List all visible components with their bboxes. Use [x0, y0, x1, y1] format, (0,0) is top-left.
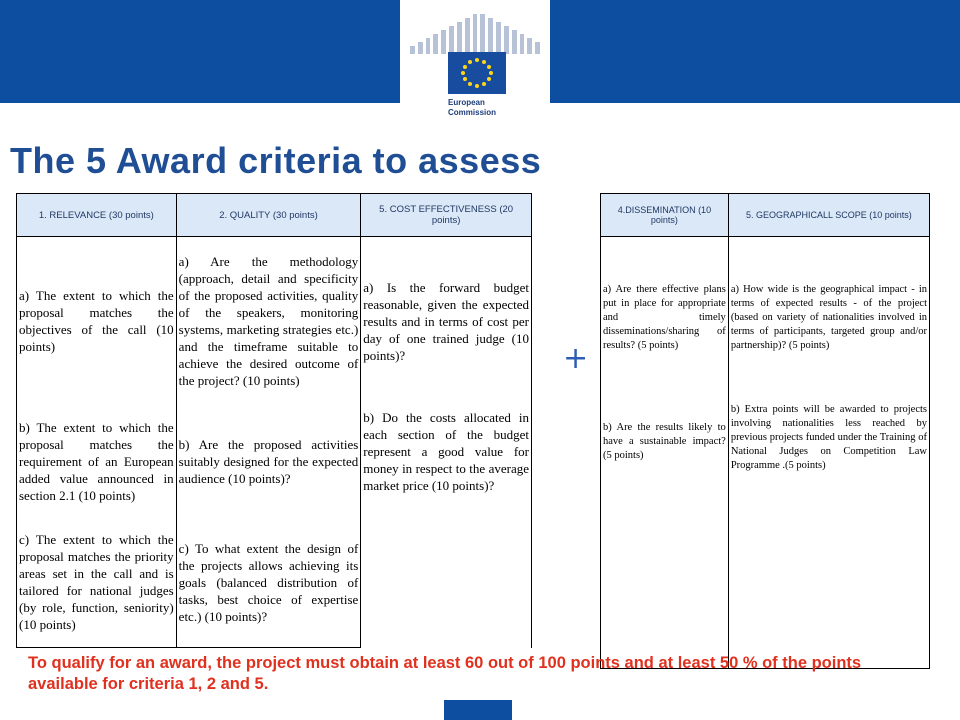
- header-quality: 2. QUALITY (30 points): [176, 194, 361, 237]
- quality-criterion-b: b) Are the proposed activities suitably designed for the expected audience (10 points)?: [176, 405, 361, 517]
- header-geographical-scope: 5. GEOGRAPHICALL SCOPE (10 points): [728, 194, 929, 237]
- european-commission-logo: [400, 0, 550, 136]
- logo-text: [448, 98, 496, 118]
- footer-tab: [444, 700, 512, 720]
- cost-criterion-b: b) Do the costs allocated in each section of the budget represent a good value for money in respect to the average market price (10 points)?: [361, 405, 532, 648]
- table-row: [17, 405, 532, 517]
- quality-criterion-c: c) To what extent the design of the projects allows achieving its goals (balanced distribution of tasks, best choice of expertise etc.) (10 points)?: [176, 517, 361, 648]
- eu-flag-icon: [448, 52, 506, 94]
- table-header-row: [17, 194, 532, 237]
- table-header-row: [601, 194, 930, 237]
- cost-criterion-a: a) Is the forward budget reasonable, given the expected results and in terms of cost per day of one trained judge (10 points)?: [361, 237, 532, 406]
- criteria-table-additional: [600, 193, 930, 669]
- header-relevance: 1. RELEVANCE (30 points): [17, 194, 177, 237]
- page-title: The 5 Award criteria to assess: [10, 140, 542, 181]
- table-row: [17, 237, 532, 406]
- logo-line-2: Commission: [448, 108, 497, 117]
- dissemination-criterion-a: a) Are there effective plans put in place for appropriate and timely disseminations/sharing of results? (5 points): [601, 237, 729, 400]
- criteria-table-main: [16, 193, 532, 648]
- header-cost-effectiveness: 5. COST EFFECTIVENESS (20 points): [361, 194, 532, 237]
- qualification-note: To qualify for an award, the project must obtain at least 60 out of 100 points and at least 50 % of the points available for criteria 1, 2 and 5.: [28, 654, 862, 693]
- table-row: [601, 237, 930, 400]
- logo-line-1: European: [448, 98, 485, 107]
- table-row: [601, 399, 930, 669]
- header-dissemination: 4.DISSEMINATION (10 points): [601, 194, 729, 237]
- relevance-criterion-b: b) The extent to which the proposal matches the requirement of an European added value announced in section 2.1 (10 points): [17, 405, 177, 517]
- geographical-criterion-b: b) Extra points will be awarded to projects involving nationalities less reached by previous projects funded under the Training of National Judges on Competition Law Programme .(5 points): [728, 399, 929, 669]
- dissemination-criterion-b: b) Are the results likely to have a sustainable impact? (5 points): [601, 399, 729, 669]
- geographical-criterion-a: a) How wide is the geographical impact - in terms of expected results - of the project (based on variety of nationalities involved in terms of participants, targeted group and/or partnership)? (5 points): [728, 237, 929, 400]
- berlaymont-building-icon: [410, 14, 540, 54]
- quality-criterion-a: a) Are the methodology (approach, detail and specificity of the proposed activities, quality of the speakers, monitoring systems, marketing strategies etc.) and the timeframe suitable to achieve the desired outcome of the project? (10 points): [176, 237, 361, 406]
- relevance-criterion-a: a) The extent to which the proposal matches the objectives of the call (10 points): [17, 237, 177, 406]
- plus-sign: +: [563, 341, 589, 376]
- relevance-criterion-c: c) The extent to which the proposal matches the priority areas set in the call and is tailored for national judges (by role, function, seniority) (10 points): [17, 517, 177, 648]
